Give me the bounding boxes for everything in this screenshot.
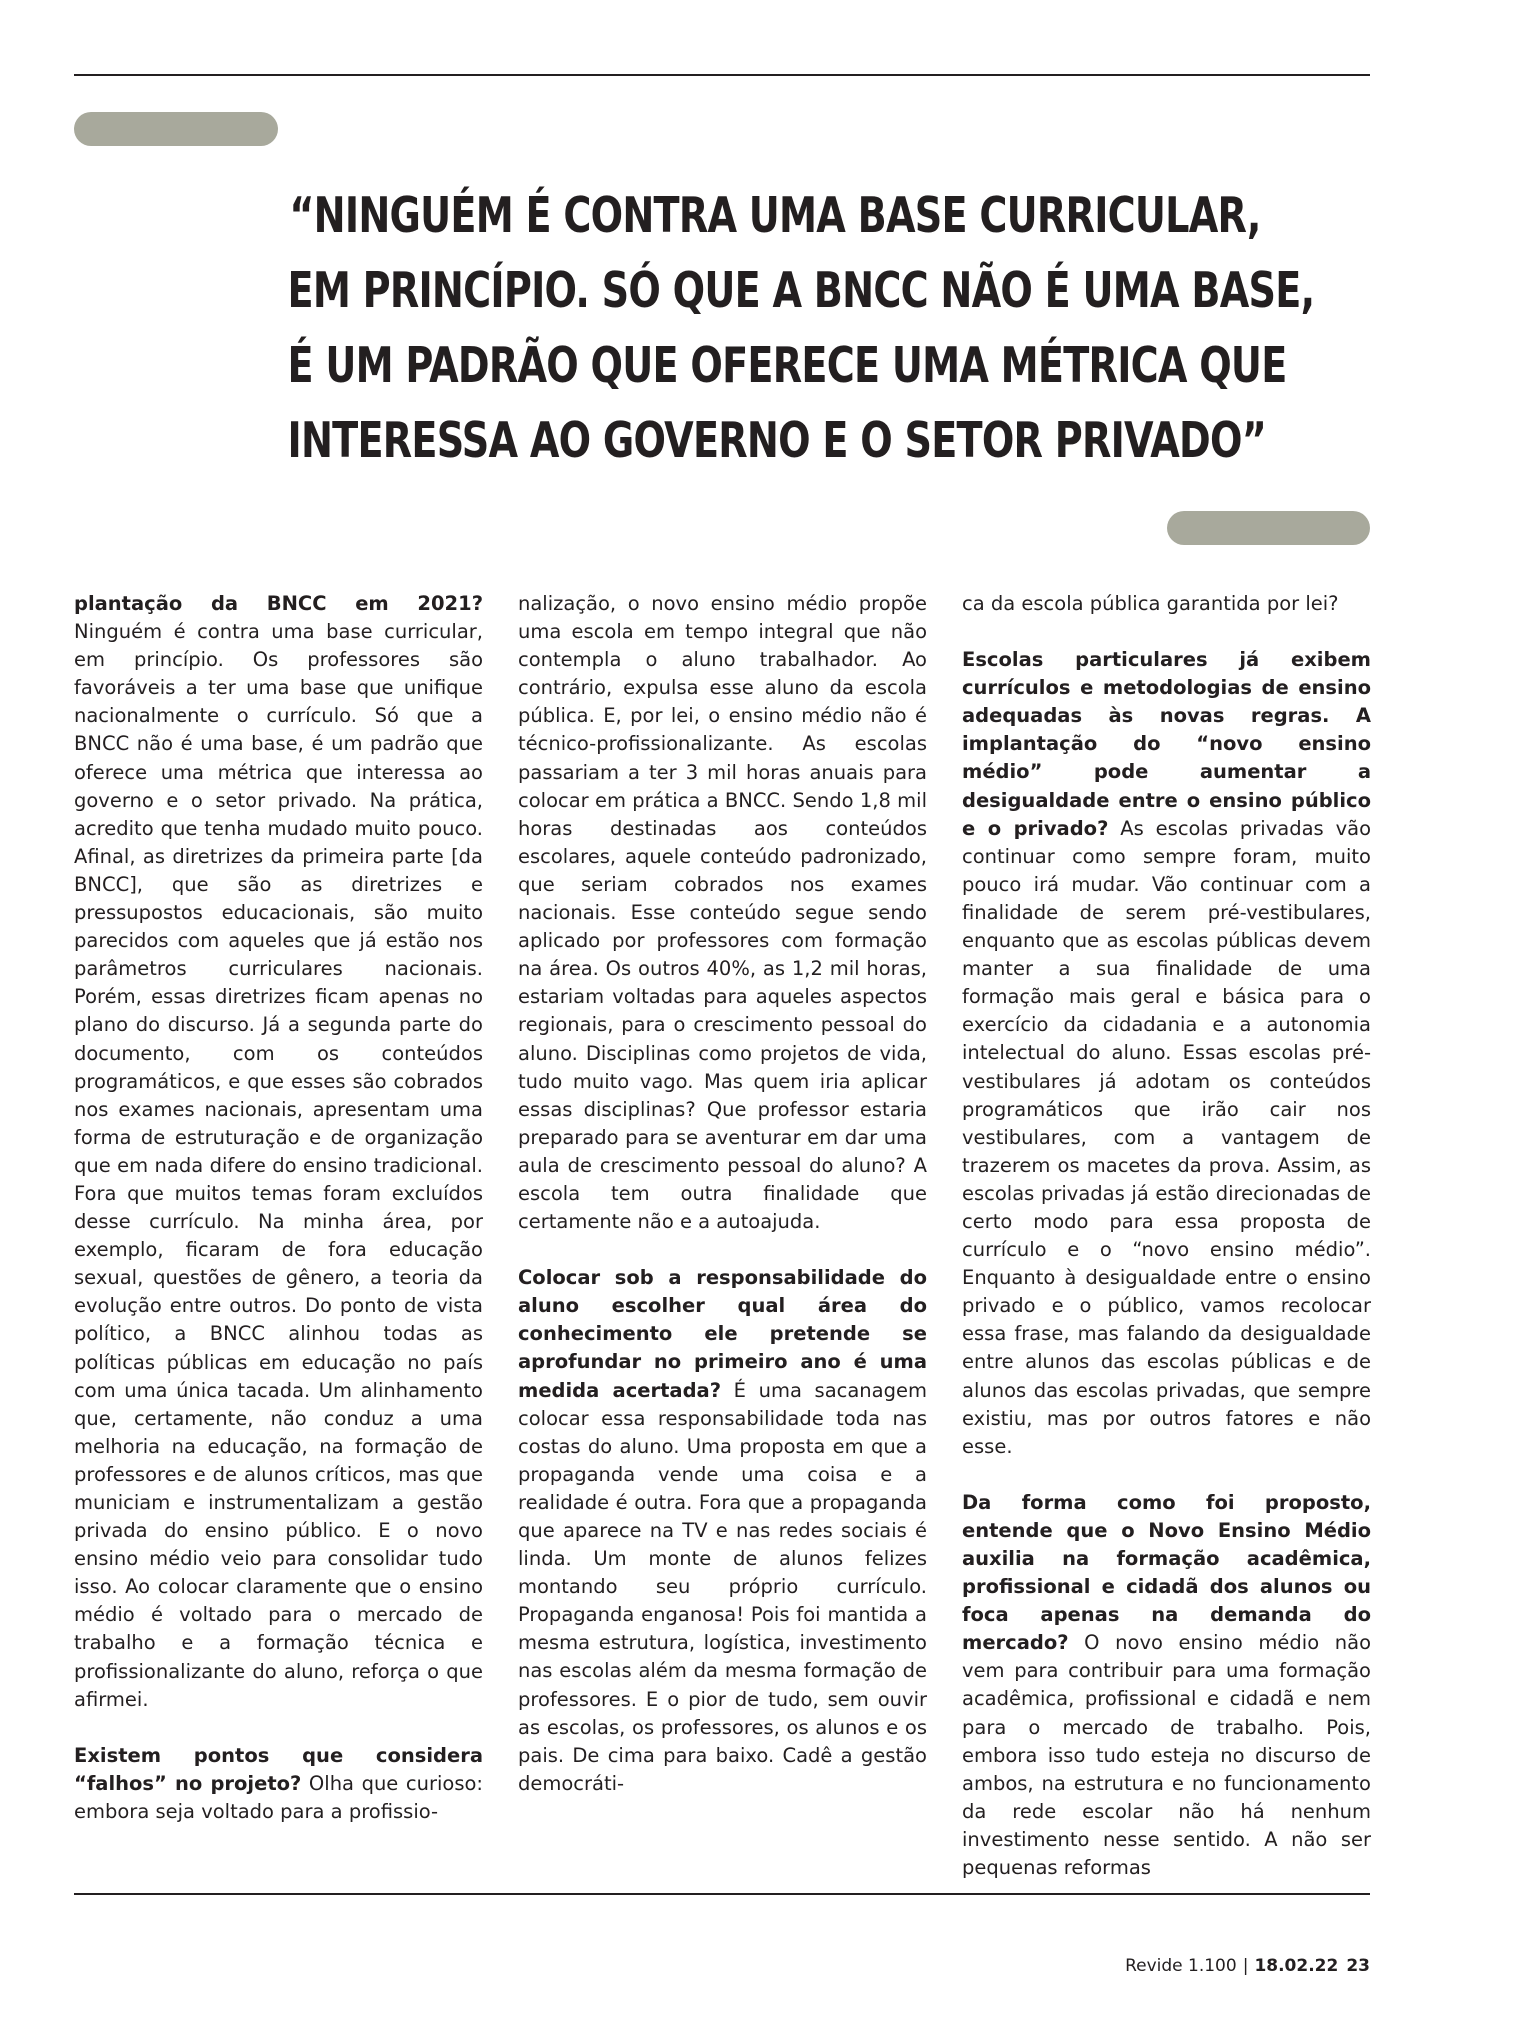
answer-text: As escolas privadas vão continuar como sempre foram, muito pouco irá mudar. Vão continuar com a finalidade de serem pré-vestibulares, enquanto que as escolas públicas devem manter a sua finalidade de uma formação mais geral e básica para o exercício da cidadania e a autonomia intelectual do aluno. Essas escolas pré-vestibulares já adotam os conteúdos programáticos que irão cair nos vestibulares, com a vantagem de trazerem os macetes da prova. Assim, as escolas privadas já estão direcionadas de certo modo para essa proposta de currículo e o “novo ensino médio”. Enquanto à desigualdade entre o ensino privado e o público, vamos recolocar essa frase, mas falando da desigualdade entre alunos das escolas públicas e de alunos das escolas privadas, que sempre existiu, mas por outros fatores e não esse. xyxy=(962,816,1371,1458)
answer-text: É uma sacanagem colocar essa responsabilidade toda nas costas do aluno. Uma proposta em que a propaganda vende uma coisa e a realidade é outra. Fora que a propaganda que aparece na TV e nas redes sociais é linda. Um monte de alunos felizes montando seu próprio currículo. Propaganda enganosa! Pois foi mantida a mesma estrutura, logística, investimento nas escolas além da mesma formação de professores. E o pior de tudo, sem ouvir as escolas, os professores, os alunos e os pais. De cima para baixo. Cadê a gestão democráti- xyxy=(518,1378,927,1795)
answer-text: Olha que curioso: embora seja voltado para a profissio- xyxy=(74,1771,483,1823)
footer-separator: | xyxy=(1242,1956,1249,1976)
article-column-3 xyxy=(962,590,1371,1910)
question-text: plantação da BNCC em 2021? xyxy=(74,592,483,615)
paragraph xyxy=(962,590,1371,618)
question-text: Existem pontos que considera “falhos” no projeto? xyxy=(74,1743,483,1795)
paragraph xyxy=(74,590,483,1714)
paragraph xyxy=(518,1264,927,1798)
pull-quote-line: INTERESSA AO GOVERNO E O SETOR PRIVADO” xyxy=(287,412,1267,469)
pull-quote xyxy=(287,178,1315,478)
decorative-pill-left xyxy=(74,112,278,146)
answer-text: Ninguém é contra uma base curricular, em princípio. Os professores são favoráveis a ter uma base que unifique nacionalmente o currículo. Só que a BNCC não é uma base, é um padrão que oferece uma métrica que interessa ao governo e o setor privado. Na prática, acredito que tenha mudado muito pouco. Afinal, as diretrizes da primeira parte [da BNCC], que são as diretrizes e pressupostos educacionais, são muito parecidos com aqueles que já estão nos parâmetros curriculares nacionais. Porém, essas diretrizes ficam apenas no plano do discurso. Já a segunda parte do documento, com os conteúdos programáticos, e que esses são cobrados nos exames nacionais, apresentam uma forma de estruturação e de organização que em nada difere do ensino tradicional. Fora que muitos temas foram excluídos desse currículo. Na minha área, por exemplo, ficaram de fora educação sexual, questões de gênero, a teoria da evolução entre outros. Do ponto de vista político, a BNCC alinhou todas as políticas públicas em educação no país com uma única tacada. Um alinhamento que, certamente, não conduz a uma melhoria na educação, na formação de professores e de alunos críticos, mas que municiam e instrumentalizam a gestão privada do ensino público. E o novo ensino médio veio para consolidar tudo isso. Ao colocar claramente que o ensino médio é voltado para o mercado de trabalho e a formação técnica e profissionalizante do aluno, reforça o que afirmei. xyxy=(74,620,483,1711)
bottom-rule xyxy=(74,1893,1370,1895)
paragraph xyxy=(962,646,1371,1461)
paragraph xyxy=(74,1742,483,1826)
issue-date: 18.02.22 xyxy=(1254,1956,1339,1976)
decorative-pill-right xyxy=(1167,511,1370,545)
question-text: Colocar sob a responsabilidade do aluno escolher qual área do conhecimento ele pretende se aprofundar no primeiro ano é uma medida acertada? xyxy=(518,1266,927,1402)
question-text: Da forma como foi proposto, entende que o Novo Ensino Médio auxilia na formação acadêmica, profissional e cidadã dos alunos ou foca apenas na demanda do mercado? xyxy=(962,1490,1371,1655)
answer-text: nalização, o novo ensino médio propõe uma escola em tempo integral que não contempla o aluno trabalhador. Ao contrário, expulsa esse aluno da escola pública. E, por lei, o ensino médio não é técnico-profissionalizante. As escolas passariam a ter 3 mil horas anuais para colocar em prática a BNCC. Sendo 1,8 mil horas destinadas aos conteúdos escolares, aquele conteúdo padronizado, que seriam cobrados nos exames nacionais. Esse conteúdo segue sendo aplicado por professores com formação na área. Os outros 40%, as 1,2 mil horas, estariam voltadas para aqueles aspectos regionais, para o crescimento pessoal do aluno. Disciplinas como projetos de vida, tudo muito vago. Mas quem iria aplicar essas disciplinas? Que professor estaria preparado para se aventurar em dar uma aula de crescimento pessoal do aluno? A escola tem outra finalidade que certamente não e a autoajuda. xyxy=(518,592,927,1234)
answer-text: O novo ensino médio não vem para contribuir para uma formação acadêmica, profissional e cidadã e nem para o mercado de trabalho. Pois, embora isso tudo esteja no discurso de ambos, na estrutura e no funcionamento da rede escolar não há nenhum investimento nesse sentido. A não ser pequenas reformas xyxy=(962,1631,1371,1880)
top-rule xyxy=(74,74,1370,76)
pull-quote-line: “NINGUÉM É CONTRA UMA BASE CURRICULAR, xyxy=(289,187,1261,244)
paragraph xyxy=(518,590,927,1236)
pull-quote-line: EM PRINCÍPIO. SÓ QUE A BNCC NÃO É UMA BASE, xyxy=(287,262,1315,319)
answer-text: ca da escola pública garantida por lei? xyxy=(962,592,1339,615)
page-footer xyxy=(1125,1956,1370,1976)
article-column-2 xyxy=(518,590,927,1826)
page-number: 23 xyxy=(1346,1956,1370,1976)
pull-quote-line: É UM PADRÃO QUE OFERECE UMA MÉTRICA QUE xyxy=(287,337,1287,394)
question-text: Escolas particulares já exibem currículos e metodologias de ensino adequadas às novas regras. A implantação do “novo ensino médio” pode aumentar a desigualdade entre o ensino público e o privado? xyxy=(962,648,1371,840)
paragraph xyxy=(962,1489,1371,1882)
publication-name: Revide 1.100 xyxy=(1125,1956,1237,1976)
article-column-1 xyxy=(74,590,483,1854)
